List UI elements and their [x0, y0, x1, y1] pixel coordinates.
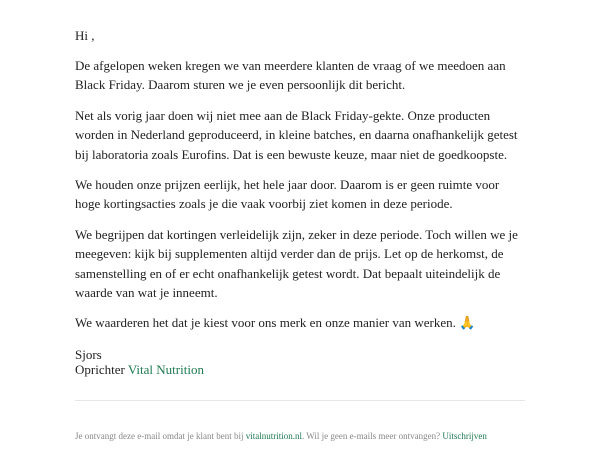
unsubscribe-link[interactable]: Uitschrijven — [442, 431, 487, 441]
company-link[interactable]: Vital Nutrition — [127, 361, 204, 377]
paragraph-look-beyond-price: We begrijpen dat kortingen verleidelijk zijn, zeker in deze periode. Toch willen we je meegeven: kijk bij supplementen altijd verder dan de prijs. Let op de herkomst, de samenstelling en of er echt onafhankelijk getest wordt. Dat bepaalt uiteindelijk de waarde van wat je inneemt. — [75, 227, 518, 300]
paragraph-thank-you: We waarderen het dat je kiest voor ons merk en onze manier van werken. 🙏 — [75, 315, 476, 330]
paragraph-black-friday-question: De afgelopen weken kregen we van meerdere klanten de vraag of we meedoen aan Black Friday. Daarom sturen we je even persoonlijk dit bericht. — [75, 58, 506, 93]
footer-divider — [75, 400, 525, 401]
signature — [75, 348, 204, 377]
footer-text-before: Je ontvangt deze e-mail omdat je klant bent bij — [75, 431, 244, 441]
website-link[interactable]: vitalnutrition.nl — [245, 431, 302, 441]
signature-role-prefix: Oprichter — [75, 361, 125, 377]
signature-name: Sjors — [75, 347, 102, 362]
email-footer — [75, 430, 525, 442]
footer-text-middle: . Wil je geen e-mails meer ontvangen? — [301, 431, 441, 441]
greeting: Hi , — [75, 28, 95, 43]
signature-role — [75, 363, 204, 378]
paragraph-no-black-friday: Net als vorig jaar doen wij niet mee aan de Black Friday-gekte. Onze producten worden in Nederland geproduceerd, in kleine batches, en daarna onafhankelijk getest bij laboratoria zoals Eurofins. Dat is een bewuste keuze, maar niet de goedkoopste. — [75, 108, 518, 162]
paragraph-fair-prices: We houden onze prijzen eerlijk, het hele jaar door. Daarom is er geen ruimte voor hoge kortingsacties zoals je die vaak voorbij ziet komen in deze periode. — [75, 177, 500, 212]
